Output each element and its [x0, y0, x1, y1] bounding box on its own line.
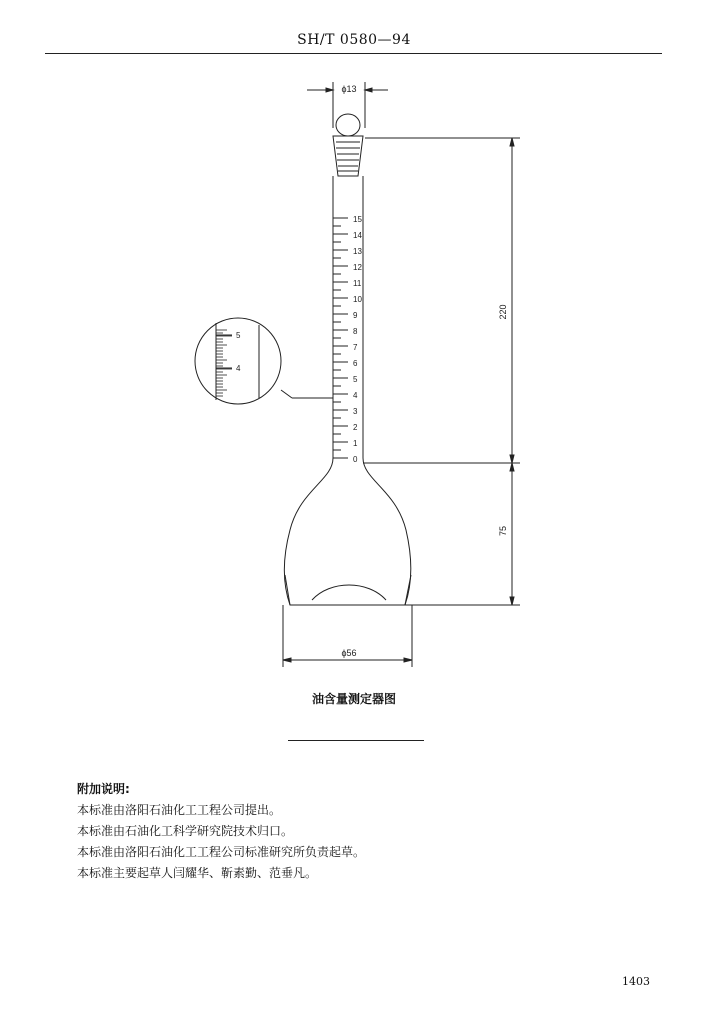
- scale-label-11: 11: [353, 279, 362, 288]
- top-diameter-label: ϕ13: [341, 84, 357, 94]
- notes-line: 本标准由石油化工科学研究院技术归口。: [77, 824, 294, 838]
- neck-length-label: 220: [498, 304, 508, 320]
- inset-label-4: 4: [236, 364, 241, 373]
- additional-notes: [77, 779, 637, 884]
- scale-label-14: 14: [353, 231, 362, 240]
- scale-label-7: 7: [353, 343, 358, 352]
- scale-label-4: 4: [353, 391, 358, 400]
- scale-label-15: 15: [353, 215, 362, 224]
- scale-label-6: 6: [353, 359, 358, 368]
- scale-label-1: 1: [353, 439, 358, 448]
- notes-line: 本标准由洛阳石油化工工程公司标准研究所负责起草。: [77, 845, 366, 859]
- section-end-rule: [288, 740, 424, 741]
- standard-code-header: SH/T 0580—94: [297, 32, 411, 48]
- scale-label-3: 3: [353, 407, 358, 416]
- scale-label-2: 2: [353, 423, 358, 432]
- scale-label-13: 13: [353, 247, 362, 256]
- bottom-diameter-label: ϕ56: [341, 648, 357, 658]
- figure-caption: 油含量测定器图: [311, 692, 396, 706]
- notes-line: 本标准由洛阳石油化工工程公司提出。: [77, 803, 282, 817]
- notes-title: 附加说明:: [77, 782, 130, 796]
- scale-label-8: 8: [353, 327, 358, 336]
- scale-label-10: 10: [353, 295, 362, 304]
- scale-label-5: 5: [353, 375, 358, 384]
- bulb-height-label: 75: [498, 525, 508, 537]
- scale-label-0: 0: [353, 455, 358, 464]
- page-number: 1403: [622, 975, 650, 988]
- inset-label-5: 5: [236, 331, 241, 340]
- notes-line: 本标准主要起草人闫耀华、靳素勤、范垂凡。: [77, 866, 318, 880]
- scale-label-12: 12: [353, 263, 362, 272]
- scale-label-9: 9: [353, 311, 358, 320]
